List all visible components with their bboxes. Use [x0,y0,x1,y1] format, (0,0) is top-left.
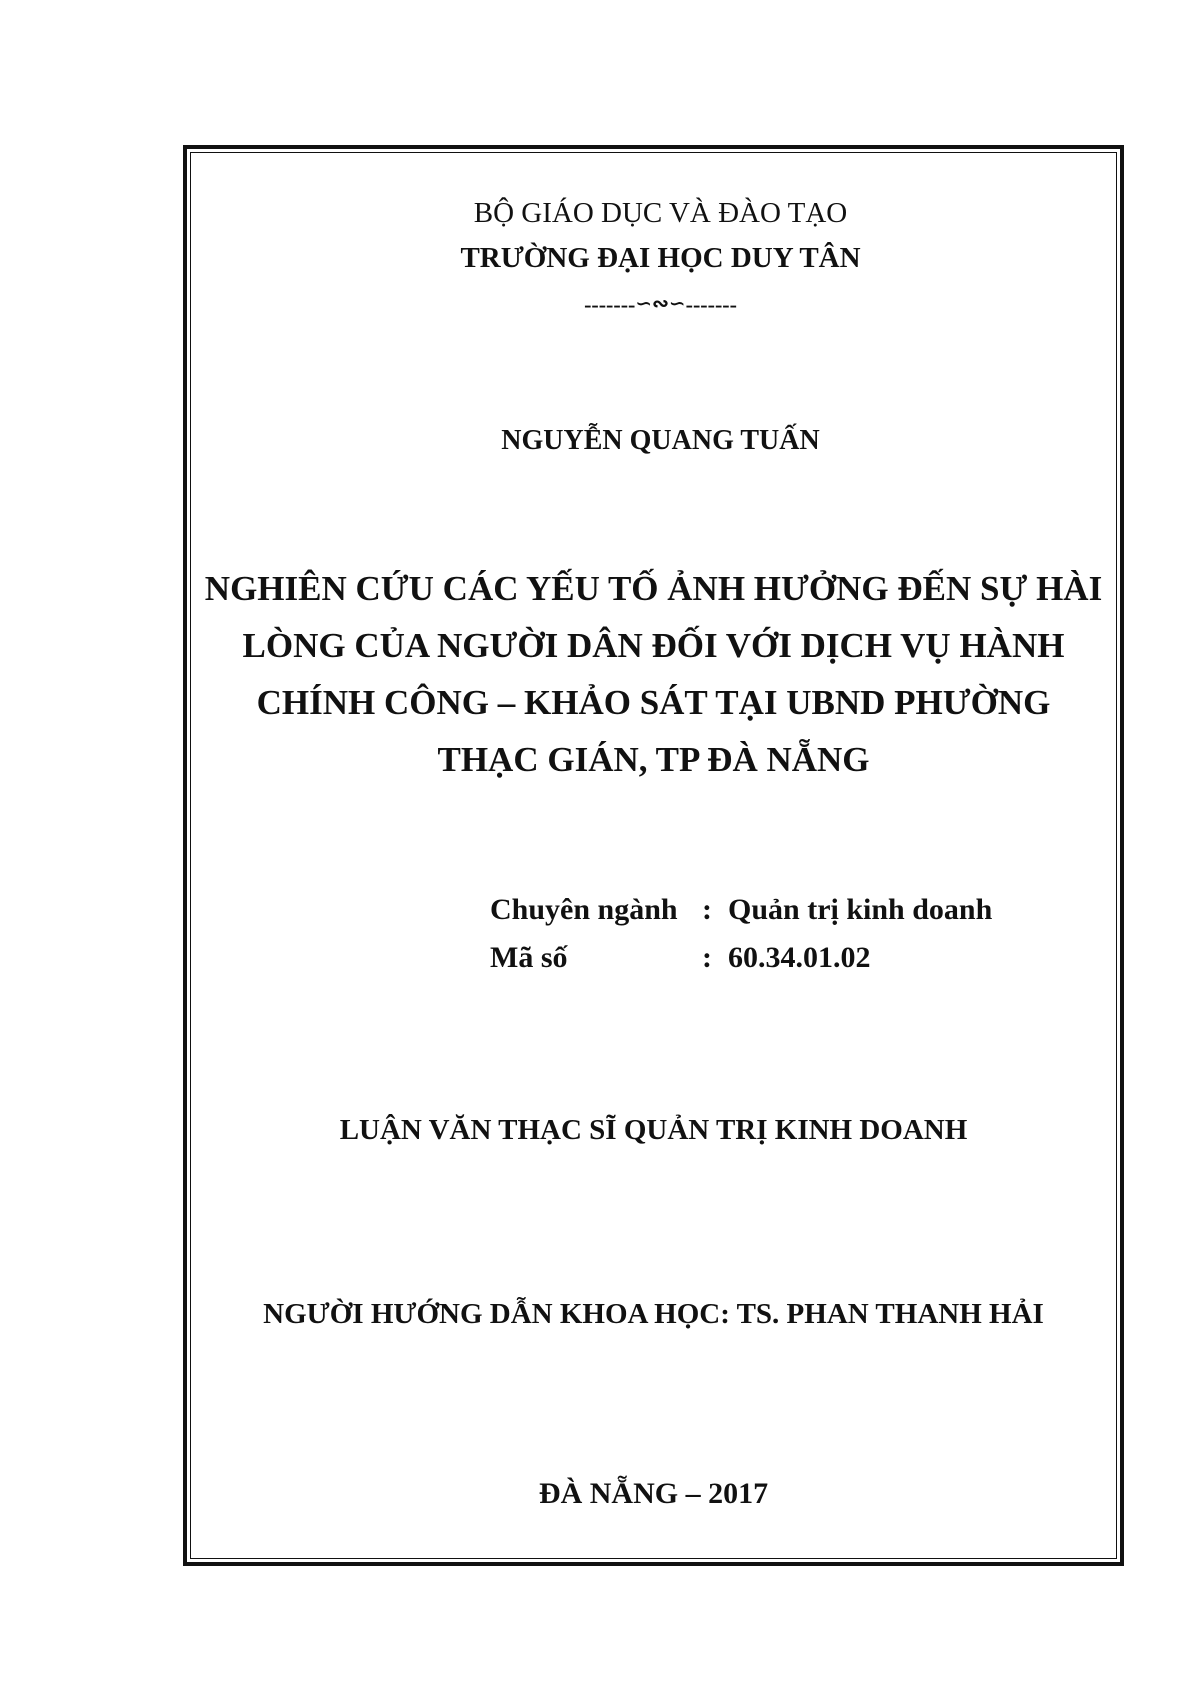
degree-type: LUẬN VĂN THẠC SĨ QUẢN TRỊ KINH DOANH [339,1114,968,1146]
ornament-swirl-icon: ∽∾∽ [635,293,686,315]
program-info [490,886,992,982]
major-label: Chuyên ngành [490,893,678,926]
code-separator: : [702,941,712,974]
code-row [490,934,992,982]
code-label: Mã số [490,941,568,974]
code-value: 60.34.01.02 [728,941,871,974]
major-row [490,886,992,934]
university-name: TRƯỜNG ĐẠI HỌC DUY TÂN [460,242,861,274]
divider-dashes-right: ------- [685,292,737,317]
decorative-divider [190,292,1117,318]
place-and-year: ĐÀ NẴNG – 2017 [538,1477,769,1510]
major-separator: : [702,893,712,926]
ministry-name: BỘ GIÁO DỤC VÀ ĐÀO TẠO [473,197,848,229]
thesis-title [190,560,1117,788]
thesis-title-line: THẠC GIÁN, TP ĐÀ NẴNG [437,740,870,779]
major-value: Quản trị kinh doanh [728,893,993,926]
author-name: NGUYỄN QUANG TUẤN [501,425,820,456]
thesis-title-line: NGHIÊN CỨU CÁC YẾU TỐ ẢNH HƯỞNG ĐẾN SỰ HÀI [204,569,1103,608]
thesis-title-line: CHÍNH CÔNG – KHẢO SÁT TẠI UBND PHƯỜNG [256,683,1051,722]
supervisor: NGƯỜI HƯỚNG DẪN KHOA HỌC: TS. PHAN THANH HẢI [263,1298,1044,1330]
divider-dashes-left: ------- [584,292,636,317]
page-border-inner [190,152,1117,1559]
thesis-title-line: LÒNG CỦA NGƯỜI DÂN ĐỐI VỚI DỊCH VỤ HÀNH [242,626,1065,665]
